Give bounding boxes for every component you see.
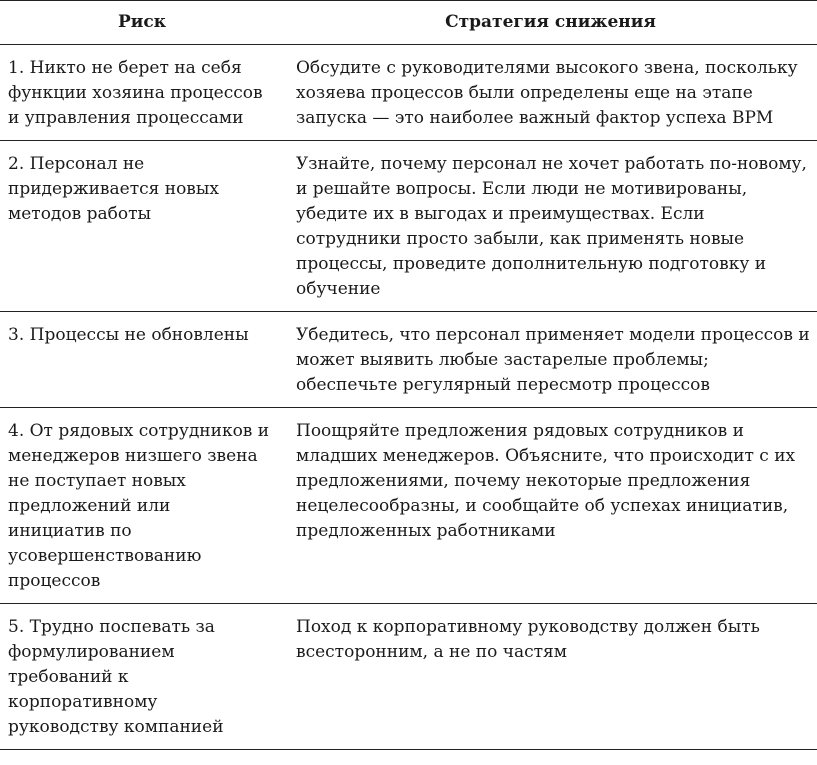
table-row: [0, 408, 817, 604]
table-row: [0, 312, 817, 408]
strategy-cell: Узнайте, почему персонал не хочет работать по-новому, и решайте вопросы. Если люди не мотивированы, убедите их в выгодах и преимуществах. Если сотрудники просто забыли, как применять новые процессы, проведите дополнительную подготовку и обучение: [284, 141, 817, 312]
strategy-cell: Убедитесь, что персонал применяет модели процессов и может выявить любые застарелые проблемы; обеспечьте регулярный пересмотр процессов: [284, 312, 817, 408]
risk-cell: 3. Процессы не обновлены: [0, 312, 284, 408]
table-header: [0, 1, 817, 45]
table-row: [0, 604, 817, 750]
header-row: [0, 1, 817, 45]
strategy-cell: Поход к корпоративному руководству должен быть всесторонним, а не по частям: [284, 604, 817, 750]
header-strategy: Стратегия снижения: [284, 1, 817, 45]
risk-cell: 4. От рядовых сотрудников и менеджеров низшего звена не поступает новых предложений или инициатив по усовершенствованию процессов: [0, 408, 284, 604]
strategy-cell: Обсудите с руководителями высокого звена, поскольку хозяева процессов были определены еще на этапе запуска — это наиболее важный фактор успеха BPM: [284, 45, 817, 141]
table-row: [0, 45, 817, 141]
strategy-cell: Поощряйте предложения рядовых сотрудников и младших менеджеров. Объясните, что происходит с их предложениями, почему некоторые предложения нецелесообразны, и сообщайте об успехах инициатив, предложенных работниками: [284, 408, 817, 604]
table-row: [0, 141, 817, 312]
header-risk: Риск: [0, 1, 284, 45]
risk-cell: 1. Никто не берет на себя функции хозяина процессов и управления процессами: [0, 45, 284, 141]
risk-cell: 2. Персонал не придерживается новых методов работы: [0, 141, 284, 312]
table-body: [0, 45, 817, 750]
risk-cell: 5. Трудно поспевать за формулированием требований к корпоративному руководству компанией: [0, 604, 284, 750]
